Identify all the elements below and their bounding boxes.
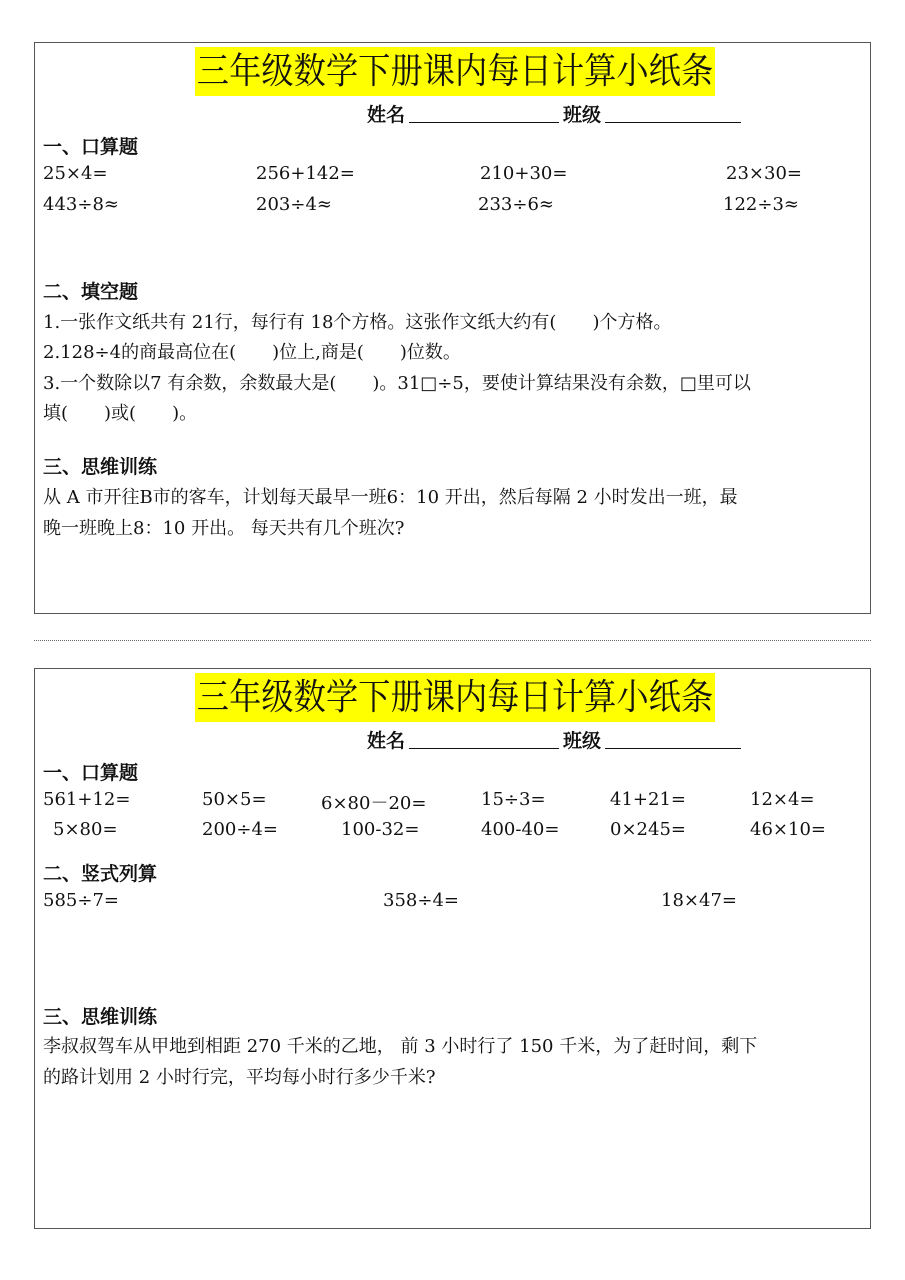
word-problem-line: 李叔叔驾车从甲地到相距 270 千米的乙地， 前 3 小时行了 150 千米，为了赶时间，剩下	[43, 1036, 758, 1057]
fill-blank-question-cont: 填( )或( )。	[43, 403, 198, 424]
worksheet-1	[34, 42, 871, 614]
oral-problem: 210+30=	[480, 163, 568, 184]
oral-problem: 41+21=	[610, 789, 686, 810]
section-heading-thinking: 三、思维训练	[43, 1006, 158, 1028]
oral-problem: 100-32=	[341, 819, 420, 840]
vertical-calc-problem: 18×47=	[661, 890, 737, 911]
oral-problem: 122÷3≈	[723, 194, 799, 215]
oral-problem: 50×5=	[202, 789, 267, 810]
name-blank[interactable]	[409, 122, 559, 123]
oral-problem: 256+142=	[256, 163, 355, 184]
word-problem-line: 从 A 市开往B市的客车，计划每天最早一班6：10 开出，然后每隔 2 小时发出一班，最	[43, 487, 738, 508]
worksheet-title: 三年级数学下册课内每日计算小纸条	[195, 47, 715, 96]
cut-line-divider	[34, 640, 871, 641]
fill-blank-question: 1.一张作文纸共有 21行，每行有 18个方格。这张作文纸大约有( )个方格。	[43, 312, 672, 333]
oral-problem: 5×80=	[53, 819, 118, 840]
oral-problem: 6×80－20=	[321, 793, 427, 814]
worksheet-title: 三年级数学下册课内每日计算小纸条	[195, 673, 715, 722]
class-blank[interactable]	[605, 122, 741, 123]
vertical-calc-problem: 358÷4=	[383, 890, 459, 911]
name-blank[interactable]	[409, 748, 559, 749]
oral-problem: 443÷8≈	[43, 194, 119, 215]
oral-problem: 561+12=	[43, 789, 131, 810]
oral-problem: 233÷6≈	[478, 194, 554, 215]
vertical-calc-problem: 585÷7=	[43, 890, 119, 911]
oral-problem: 23×30=	[726, 163, 802, 184]
section-heading-vertical-calc: 二、竖式列算	[43, 863, 158, 885]
oral-problem: 15÷3=	[481, 789, 546, 810]
oral-problem: 200÷4=	[202, 819, 278, 840]
section-heading-thinking: 三、思维训练	[43, 456, 158, 478]
oral-problem: 12×4=	[750, 789, 815, 810]
fill-blank-question: 2.128÷4的商最高位在( )位上,商是( )位数。	[43, 342, 461, 363]
worksheet-2	[34, 668, 871, 1229]
oral-problem: 0×245=	[610, 819, 686, 840]
class-label: 班级	[563, 730, 602, 752]
name-label: 姓名	[367, 730, 406, 752]
oral-problem: 46×10=	[750, 819, 826, 840]
class-label: 班级	[563, 104, 602, 126]
oral-problem: 25×4=	[43, 163, 108, 184]
fill-blank-question: 3.一个数除以7 有余数，余数最大是( )。31□÷5，要使计算结果没有余数，□里可以	[43, 373, 751, 394]
word-problem-line: 的路计划用 2 小时行完，平均每小时行多少千米?	[43, 1067, 436, 1088]
word-problem-line: 晚一班晚上8：10 开出。 每天共有几个班次?	[43, 518, 405, 539]
name-label: 姓名	[367, 104, 406, 126]
section-heading-oral: 一、口算题	[43, 136, 139, 158]
class-blank[interactable]	[605, 748, 741, 749]
oral-problem: 203÷4≈	[256, 194, 332, 215]
oral-problem: 400-40=	[481, 819, 560, 840]
section-heading-oral: 一、口算题	[43, 762, 139, 784]
section-heading-fill-blank: 二、填空题	[43, 281, 139, 303]
